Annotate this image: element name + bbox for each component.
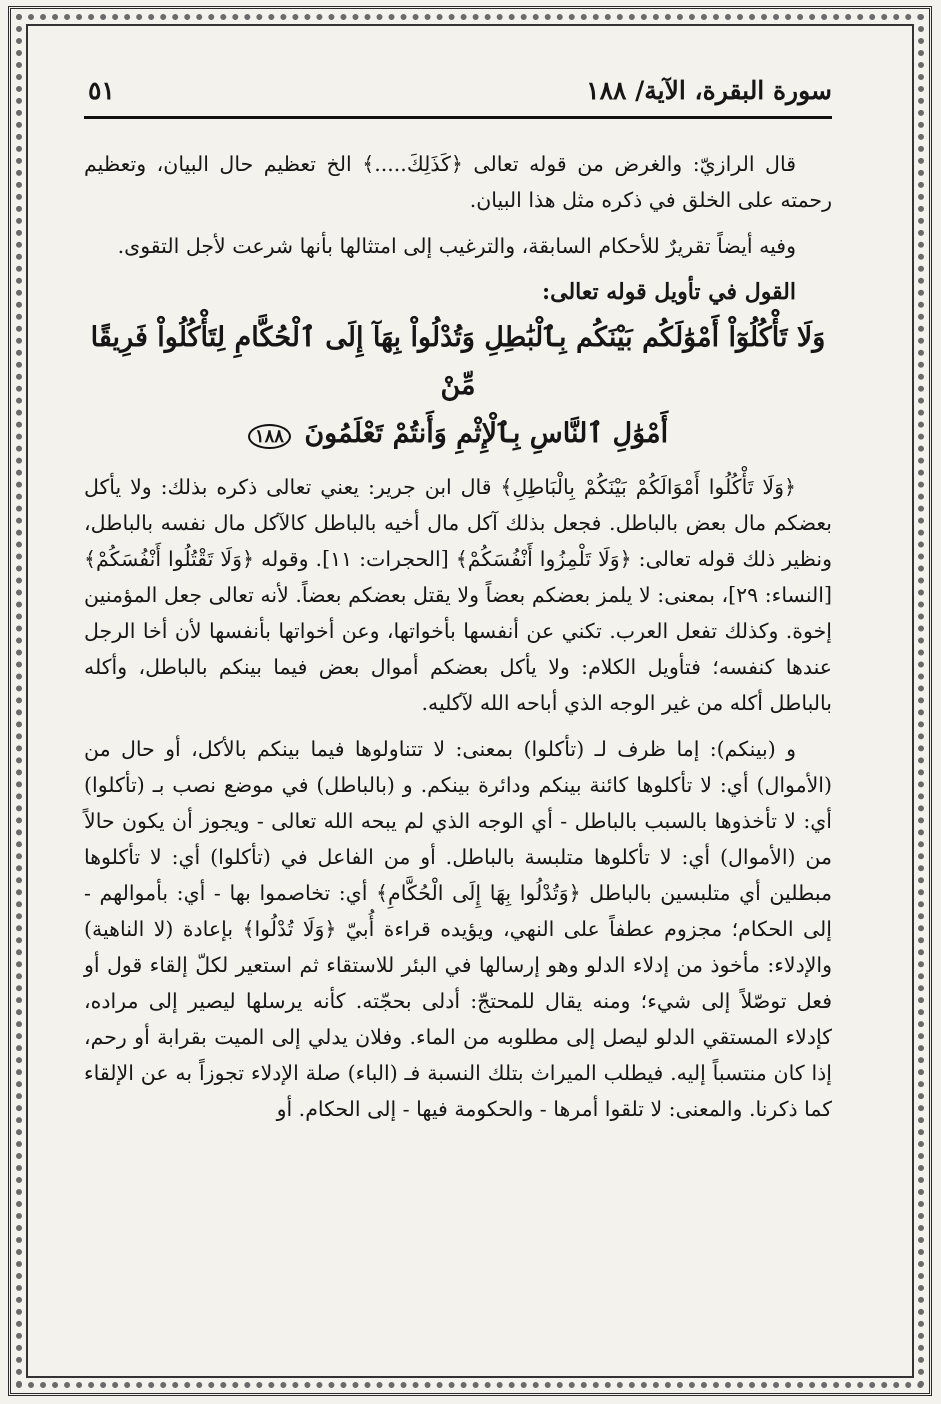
page-number: ٥١ [88,76,115,105]
verse-line-2-text: أَمْوَٰلِ ٱلنَّاسِ بِٱلْإِثْمِ وَأَنتُمْ تَعْلَمُونَ [304,418,669,449]
verse-line-1: وَلَا تَأْكُلُوٓاْ أَمْوَٰلَكُم بَيْنَكُم بِٱلْبَٰطِلِ وَتُدْلُواْ بِهَآ إِلَى ٱلْحُكَّامِ لِتَأْكُلُواْ فَرِيقًا مِّنْ [90,322,826,401]
tafsir-paragraph-2: و (بينكم): إما ظرف لـ (تأكلوا) بمعنى: لا تتناولوها فيما بينكم بالأكل، أو حال من (الأموال) أي: لا تأكلوها كائنة بينكم ودائرة بينكم. و (بالباطل) في موضع نصب بـ (تأكلوا) أي: لا تأخذوها بالسبب بالباطل - أي الوجه الذي لم يبحه الله تعالى - ويجوز أن يكون حالاً من (الأموال) أي: لا تأكلوها متلبسة بالباطل. أو من الفاعل في (تأكلوا) أي: لا تأكلوها مبطلين أي متلبسين بالباطل ﴿وَتُدْلُوا بِهَا إِلَى الْحُكَّامِ﴾ أي: تخاصموا بها - أي: بأموالهم - إلى الحكام؛ مجزوم عطفاً على النهي، ويؤيده قراءة أُبيّ ﴿وَلَا تُدْلُوا﴾ بإعادة (لا الناهية) والإدلاء: مأخوذ من إدلاء الدلو وهو إرسالها في البئر للاستقاء ثم استعير لكلّ إلقاء قول أو فعل توصّلاً إلى شيء؛ ومنه يقال للمحتجّ: أدلى بحجّته. كأنه يرسلها ليصير إلى مراده، كإدلاء المستقي الدلو ليصل إلى مطلوبه من الماء. وفلان يدلي إلى الميت بقرابة أو رحم، إذا كان منتسباً إليه. فيطلب الميراث بتلك النسبة فـ (الباء) صلة الإدلاء تجوزاً به عن الإلقاء كما ذكرنا. والمعنى: لا تلقوا أمرها - والحكومة فيها - إلى الحكام. أو [84,737,832,1121]
page-body [84,146,832,1127]
verse-number: ١٨٨ [248,424,291,449]
running-header [84,72,832,119]
intro-paragraph-1: قال الرازيّ: والغرض من قوله تعالى ﴿كَذَلِكَ.....﴾ الخ تعظيم حال البيان، وتعظيم رحمته على الخلق في ذكره مثل هذا البيان. [84,152,832,212]
section-heading: القول في تأويل قوله تعالى: [542,279,796,305]
intro-paragraph-2: وفيه أيضاً تقريرٌ للأحكام السابقة، والترغيب إلى امتثالها بأنها شرعت لأجل التقوى. [117,234,796,258]
verse-line-2 [84,410,832,461]
quran-verse [84,314,832,461]
surah-reference: سورة البقرة، الآية/ ١٨٨ [586,76,832,105]
tafsir-paragraph-1: ﴿وَلَا تَأْكُلُوا أَمْوَالَكُمْ بَيْنَكُمْ بِالْبَاطِلِ﴾ قال ابن جرير: يعني تعالى ذكره بذلك: ولا يأكل بعضكم مال بعض بالباطل. فجعل بذلك آكل مال أخيه بالباطل كالآكل مال نفسه بالباطل، ونظير ذلك قوله تعالى: ﴿وَلَا تَلْمِزُوا أَنْفُسَكُمْ﴾ [الحجرات: ١١]. وقوله ﴿وَلَا تَقْتُلُوا أَنْفُسَكُمْ﴾ [النساء: ٢٩]، بمعنى: لا يلمز بعضكم بعضاً ولا يقتل بعضكم بعضاً. لأنه تعالى جعل المؤمنين إخوة. وكذلك تفعل العرب. تكني عن أنفسها بأخواتها، وعن أخواتها بأنفسها لأن أخا الرجل عندها كنفسه؛ فتأويل الكلام: ولا يأكل بعضكم أموال بعض فيما بينكم بالباطل، وأكله بالباطل أكله من غير الوجه الذي أباحه الله لآكليه. [84,475,833,715]
